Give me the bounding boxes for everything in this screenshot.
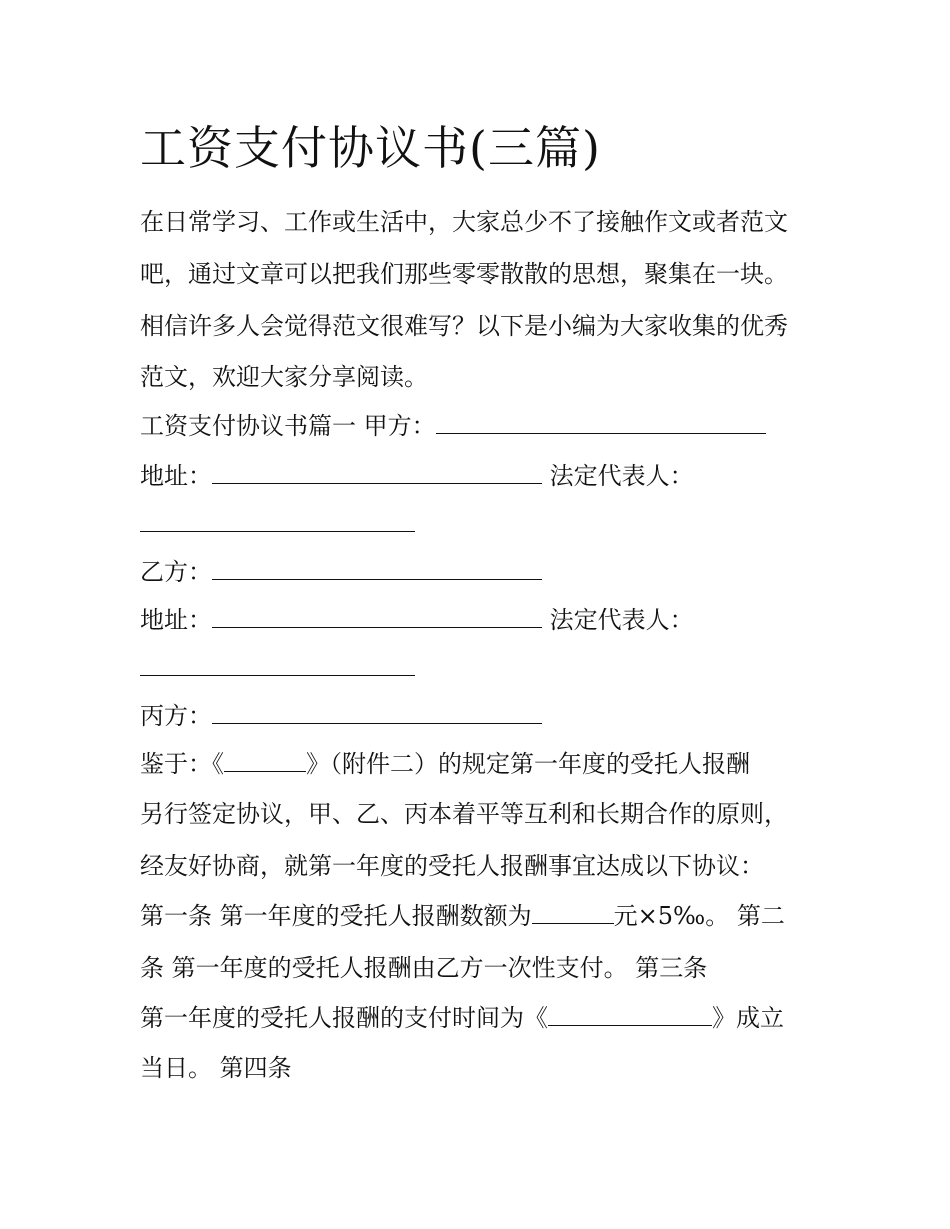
party-a-label: 工资支付协议书篇一 甲方： [140, 412, 436, 440]
clause-4-blank [532, 901, 614, 924]
clause-6-prefix: 第一年度的受托人报酬的支付时间为《 [140, 1004, 548, 1032]
legal-rep-blank-line-1 [140, 508, 415, 540]
party-c-label: 丙方： [140, 702, 212, 730]
clause-1-suffix: 》（附件二）的规定第一年度的受托人报酬 [306, 750, 750, 778]
clause-line-2: 另行签定协议，甲、乙、丙本着平等互利和长期合作的原则， [140, 800, 788, 828]
address-blank-1 [212, 461, 542, 484]
legal-rep-blank-line-2 [140, 652, 415, 684]
party-b-label: 乙方： [140, 558, 212, 586]
clause-line-6 [140, 1002, 784, 1034]
address-label-2: 地址： [140, 606, 212, 634]
clause-6-suffix: 》成立 [712, 1004, 784, 1032]
party-a-line [140, 410, 766, 442]
address-line-1 [140, 460, 694, 492]
clause-line-1 [140, 748, 750, 780]
clause-4-prefix: 第一条 第一年度的受托人报酬数额为 [140, 902, 532, 930]
clause-4-suffix: 元×5‰。 第二 [613, 902, 785, 930]
legal-rep-blank-2 [140, 653, 415, 676]
party-b-blank [212, 557, 542, 580]
legal-rep-blank-1 [140, 509, 415, 532]
clause-line-7: 当日。 第四条 [140, 1054, 292, 1082]
legal-rep-label-1: 法定代表人： [549, 462, 694, 490]
document-title: 工资支付协议书(三篇) [140, 121, 601, 175]
clause-line-5: 条 第一年度的受托人报酬由乙方一次性支付。 第三条 [140, 954, 708, 982]
party-c-line [140, 700, 542, 732]
intro-line-4: 范文，欢迎大家分享阅读。 [140, 363, 428, 391]
clause-line-3: 经友好协商，就第一年度的受托人报酬事宜达成以下协议： [140, 852, 764, 880]
party-b-line [140, 556, 542, 588]
intro-line-2: 吧，通过文章可以把我们那些零零散散的思想，聚集在一块。 [140, 260, 788, 288]
legal-rep-label-2: 法定代表人： [549, 606, 694, 634]
clause-6-blank [548, 1003, 712, 1026]
party-a-blank [436, 411, 766, 434]
intro-line-1: 在日常学习、工作或生活中，大家总少不了接触作文或者范文 [140, 208, 788, 236]
party-c-blank [212, 701, 542, 724]
address-label-1: 地址： [140, 462, 212, 490]
clause-1-prefix: 鉴于：《 [140, 750, 224, 778]
intro-line-3: 相信许多人会觉得范文很难写？以下是小编为大家收集的优秀 [140, 312, 788, 340]
clause-line-4 [140, 900, 785, 932]
address-blank-2 [212, 605, 542, 628]
address-line-2 [140, 604, 694, 636]
clause-1-blank [224, 749, 306, 772]
